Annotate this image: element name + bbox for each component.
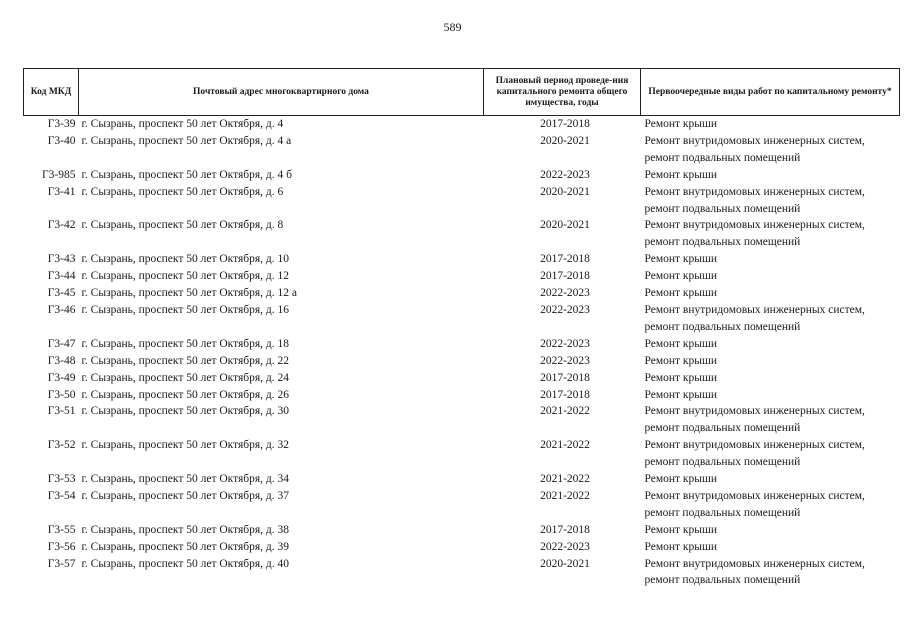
address-cell: г. Сызрань, проспект 50 лет Октября, д. 4 б <box>81 168 292 181</box>
mkd-code-cell: Г3-49 <box>47 371 76 384</box>
mkd-code-cell: Г3-54 <box>47 489 76 502</box>
period-cell: 2022-2023 <box>540 287 590 300</box>
table-row <box>24 302 900 336</box>
period-cell: 2022-2023 <box>540 337 590 350</box>
period-cell: 2017-2018 <box>540 523 590 536</box>
address-cell: г. Сызрань, проспект 50 лет Октября, д. 30 <box>81 405 290 418</box>
header-works: Первоочередные виды работ по капитальному ремонту* <box>641 69 900 116</box>
works-cell <box>641 353 900 370</box>
works-line: ремонт подвальных помещений <box>644 202 801 215</box>
table-row <box>24 370 900 387</box>
mkd-code-cell: Г3-42 <box>47 219 76 232</box>
table-row <box>24 184 900 218</box>
page-number: 589 <box>443 20 462 34</box>
works-cell <box>641 556 900 590</box>
table-row <box>24 353 900 370</box>
works-cell <box>641 285 900 302</box>
period-cell: 2017-2018 <box>540 388 590 401</box>
table-row <box>24 116 900 133</box>
address-cell: г. Сызрань, проспект 50 лет Октября, д. 32 <box>81 439 290 452</box>
table-row <box>24 488 900 522</box>
works-line: Ремонт крыши <box>644 354 718 367</box>
works-line: Ремонт крыши <box>644 540 718 553</box>
works-line: Ремонт крыши <box>644 118 718 130</box>
mkd-code-cell: Г3-39 <box>47 118 76 130</box>
works-cell <box>641 167 900 184</box>
period-cell: 2017-2018 <box>540 270 590 283</box>
works-line: Ремонт внутридомовых инженерных систем, <box>644 405 865 418</box>
mkd-code-cell: Г3-51 <box>47 405 76 418</box>
address-cell: г. Сызрань, проспект 50 лет Октября, д. 12 <box>81 270 290 283</box>
works-line: Ремонт крыши <box>644 371 718 384</box>
works-line: Ремонт крыши <box>644 388 718 401</box>
works-line: ремонт подвальных помещений <box>644 320 801 333</box>
period-cell: 2017-2018 <box>540 371 590 384</box>
period-cell: 2022-2023 <box>540 540 590 553</box>
table-row <box>24 522 900 539</box>
address-cell: г. Сызрань, проспект 50 лет Октября, д. 24 <box>81 371 290 384</box>
table-row <box>24 268 900 285</box>
mkd-code-cell: Г3-40 <box>47 134 76 147</box>
table-row <box>24 167 900 184</box>
mkd-code-cell: Г3-45 <box>47 287 76 300</box>
period-cell: 2020-2021 <box>540 185 590 198</box>
works-cell <box>641 251 900 268</box>
works-cell <box>641 488 900 522</box>
works-line: Ремонт внутридомовых инженерных систем, <box>644 489 865 502</box>
address-cell: г. Сызрань, проспект 50 лет Октября, д. 4 <box>81 118 284 130</box>
works-cell <box>641 302 900 336</box>
table-header <box>24 69 900 116</box>
address-cell: г. Сызрань, проспект 50 лет Октября, д. 39 <box>81 540 290 553</box>
table-row <box>24 251 900 268</box>
works-cell <box>641 133 900 167</box>
works-cell <box>641 522 900 539</box>
table-row <box>24 539 900 556</box>
works-cell <box>641 471 900 488</box>
address-cell: г. Сызрань, проспект 50 лет Октября, д. 12 а <box>81 287 297 300</box>
address-cell: г. Сызрань, проспект 50 лет Октября, д. 26 <box>81 388 290 401</box>
works-line: Ремонт крыши <box>644 253 718 266</box>
table-row <box>24 133 900 167</box>
works-cell <box>641 539 900 556</box>
mkd-code-cell: Г3-43 <box>47 253 76 266</box>
works-cell <box>641 336 900 353</box>
works-line: ремонт подвальных помещений <box>644 574 801 587</box>
mkd-code-cell: Г3-46 <box>47 303 76 316</box>
mkd-code-cell: Г3-55 <box>47 523 76 536</box>
repair-register-table <box>23 68 900 589</box>
address-cell: г. Сызрань, проспект 50 лет Октября, д. 22 <box>81 354 290 367</box>
address-cell: г. Сызрань, проспект 50 лет Октября, д. 6 <box>81 185 284 198</box>
works-line: Ремонт внутридомовых инженерных систем, <box>644 134 865 147</box>
address-cell: г. Сызрань, проспект 50 лет Октября, д. 37 <box>81 489 290 502</box>
works-line: ремонт подвальных помещений <box>644 422 801 435</box>
works-line: Ремонт крыши <box>644 287 718 300</box>
works-line: Ремонт внутридомовых инженерных систем, <box>644 185 865 198</box>
mkd-code-cell: Г3-50 <box>47 388 76 401</box>
mkd-code-cell: Г3-57 <box>47 557 76 570</box>
mkd-code-cell: Г3-47 <box>47 337 76 350</box>
table-row <box>24 217 900 251</box>
period-cell: 2022-2023 <box>540 168 590 181</box>
table-row <box>24 471 900 488</box>
period-cell: 2020-2021 <box>540 557 590 570</box>
period-cell: 2017-2018 <box>540 253 590 266</box>
mkd-code-cell: Г3-41 <box>47 185 76 198</box>
mkd-code-cell: Г3-44 <box>47 270 76 283</box>
works-line: Ремонт крыши <box>644 337 718 350</box>
address-cell: г. Сызрань, проспект 50 лет Октября, д. 8 <box>81 219 284 232</box>
period-cell: 2022-2023 <box>540 354 590 367</box>
works-line: ремонт подвальных помещений <box>644 236 801 249</box>
works-line: ремонт подвальных помещений <box>644 151 801 164</box>
header-address: Почтовый адрес многоквартирного дома <box>79 69 484 116</box>
mkd-code-cell: Г3-56 <box>47 540 76 553</box>
works-cell <box>641 387 900 404</box>
table-row <box>24 403 900 437</box>
works-cell <box>641 184 900 218</box>
period-cell: 2017-2018 <box>540 118 590 130</box>
header-row <box>24 69 900 116</box>
address-cell: г. Сызрань, проспект 50 лет Октября, д. 4 а <box>81 134 292 147</box>
period-cell: 2022-2023 <box>540 303 590 316</box>
table-row <box>24 336 900 353</box>
works-line: Ремонт крыши <box>644 473 718 486</box>
table-body <box>24 116 900 590</box>
mkd-code-cell: Г3-985 <box>42 168 76 181</box>
mkd-code-cell: Г3-48 <box>47 354 76 367</box>
period-cell: 2021-2022 <box>540 405 590 418</box>
header-period: Плановый период проведе-ния капитального ремонта общего имущества, годы <box>484 69 641 116</box>
works-line: Ремонт внутридомовых инженерных систем, <box>644 439 865 452</box>
address-cell: г. Сызрань, проспект 50 лет Октября, д. 40 <box>81 557 290 570</box>
works-cell <box>641 268 900 285</box>
period-cell: 2020-2021 <box>540 134 590 147</box>
works-cell <box>641 116 900 133</box>
mkd-code-cell: Г3-53 <box>47 473 76 486</box>
table-row <box>24 437 900 471</box>
address-cell: г. Сызрань, проспект 50 лет Октября, д. 38 <box>81 523 290 536</box>
works-line: ремонт подвальных помещений <box>644 506 801 519</box>
works-cell <box>641 370 900 387</box>
works-line: Ремонт крыши <box>644 168 718 181</box>
works-line: Ремонт внутридомовых инженерных систем, <box>644 303 865 316</box>
period-cell: 2021-2022 <box>540 473 590 486</box>
works-cell <box>641 437 900 471</box>
address-cell: г. Сызрань, проспект 50 лет Октября, д. 34 <box>81 473 290 486</box>
works-cell <box>641 217 900 251</box>
table-row <box>24 285 900 302</box>
mkd-code-cell: Г3-52 <box>47 439 76 452</box>
address-cell: г. Сызрань, проспект 50 лет Октября, д. 10 <box>81 253 290 266</box>
works-line: Ремонт крыши <box>644 270 718 283</box>
header-code: Код МКД <box>24 69 79 116</box>
works-line: Ремонт внутридомовых инженерных систем, <box>644 219 865 232</box>
works-cell <box>641 403 900 437</box>
period-cell: 2021-2022 <box>540 489 590 502</box>
address-cell: г. Сызрань, проспект 50 лет Октября, д. 16 <box>81 303 290 316</box>
works-line: Ремонт крыши <box>644 523 718 536</box>
address-cell: г. Сызрань, проспект 50 лет Октября, д. 18 <box>81 337 290 350</box>
table-row <box>24 556 900 590</box>
works-line: Ремонт внутридомовых инженерных систем, <box>644 557 865 570</box>
table-row <box>24 387 900 404</box>
works-line: ремонт подвальных помещений <box>644 456 801 469</box>
period-cell: 2021-2022 <box>540 439 590 452</box>
period-cell: 2020-2021 <box>540 219 590 232</box>
